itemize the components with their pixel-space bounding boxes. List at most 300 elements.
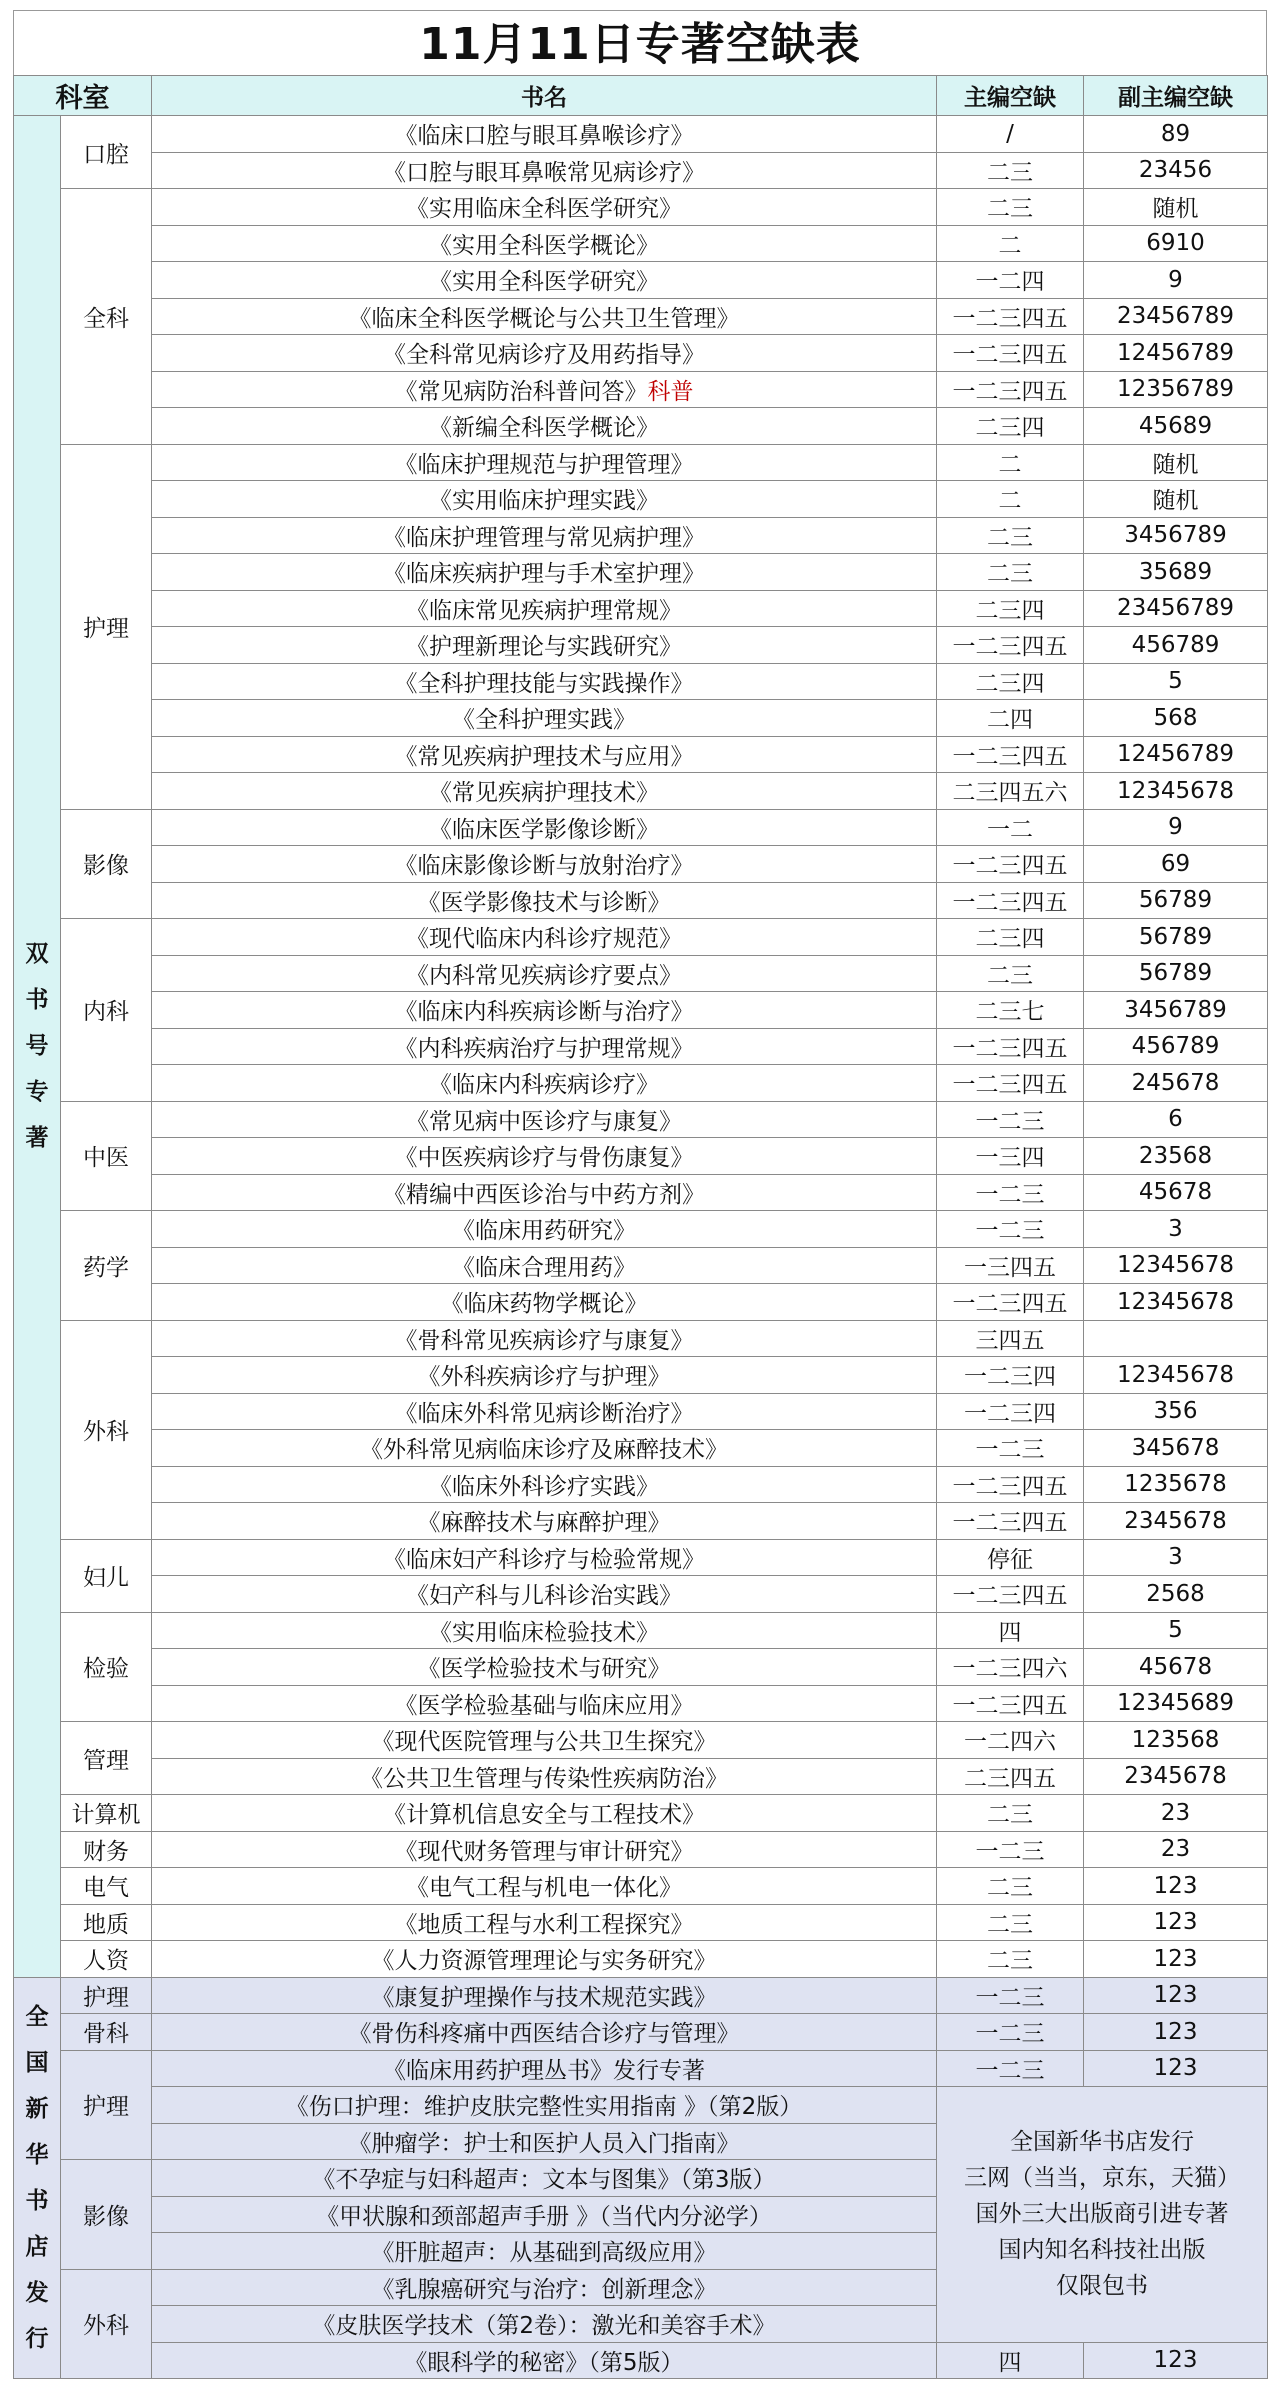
table-row: [14, 1430, 1268, 1467]
book-title: [152, 2123, 937, 2160]
header-chief: 主编空缺: [937, 76, 1084, 116]
chief-vacancy: 二: [937, 444, 1084, 481]
book-title-text: 《乳腺癌研究与治疗：创新理念》: [371, 2276, 717, 2303]
book-title-text: 《全科护理实践》: [452, 707, 636, 734]
table-row: [14, 809, 1268, 846]
book-title: [152, 1101, 937, 1138]
section-char: 双: [25, 941, 49, 968]
deputy-vacancy: 356: [1084, 1393, 1268, 1430]
table-row: [14, 1904, 1268, 1941]
deputy-vacancy: 56789: [1084, 955, 1268, 992]
chief-vacancy: 一二三四五: [937, 1503, 1084, 1540]
chief-vacancy: 一二三四五: [937, 1284, 1084, 1321]
book-title-text: 《伤口护理：维护皮肤完整性实用指南 》（第2版）: [285, 2094, 803, 2121]
table-row: [14, 1977, 1268, 2014]
book-title-text: 《临床护理管理与常见病护理》: [383, 524, 705, 551]
chief-vacancy: 一二三: [937, 1430, 1084, 1467]
dept-cell: 护理: [61, 1977, 152, 2014]
deputy-vacancy: 456789: [1084, 627, 1268, 664]
dept-cell: 妇儿: [61, 1539, 152, 1612]
book-title: [152, 1941, 937, 1978]
dept-cell: 计算机: [61, 1795, 152, 1832]
book-title-text: 《甲状腺和颈部超声手册 》（当代内分泌学）: [316, 2203, 772, 2230]
table-row: [14, 2342, 1268, 2379]
deputy-vacancy: 12345678: [1084, 1247, 1268, 1284]
book-title: [152, 262, 937, 299]
book-title-text: 《临床用药研究》: [452, 1218, 636, 1245]
chief-vacancy: 停征: [937, 1539, 1084, 1576]
book-title: [152, 1211, 937, 1248]
table-row: [14, 663, 1268, 700]
deputy-vacancy: 3456789: [1084, 992, 1268, 1029]
book-title-text: 《外科常见病临床诊疗及麻醉技术》: [360, 1437, 728, 1464]
deputy-vacancy: 随机: [1084, 481, 1268, 518]
deputy-vacancy: 23568: [1084, 1138, 1268, 1175]
dept-cell: 影像: [61, 2160, 152, 2270]
book-title-text: 《实用临床全科医学研究》: [406, 196, 682, 223]
book-title: [152, 1722, 937, 1759]
book-title: [152, 1393, 937, 1430]
deputy-vacancy: 2345678: [1084, 1503, 1268, 1540]
book-title-text: 《临床内科疾病诊断与治疗》: [394, 999, 694, 1026]
chief-vacancy: 一二三: [937, 2014, 1084, 2051]
deputy-vacancy: 345678: [1084, 1430, 1268, 1467]
dept-cell: 管理: [61, 1722, 152, 1795]
chief-vacancy: 一二三四五: [937, 1065, 1084, 1102]
table-row: [14, 919, 1268, 956]
chief-vacancy: 一二三四五: [937, 627, 1084, 664]
section-char: 发: [25, 2279, 49, 2306]
table-row: [14, 444, 1268, 481]
deputy-vacancy: 12345678: [1084, 773, 1268, 810]
book-title-text: 《人力资源管理理论与实务研究》: [371, 1948, 717, 1975]
chief-vacancy: 二: [937, 225, 1084, 262]
book-title-text: 《实用临床护理实践》: [429, 488, 659, 515]
book-title: [152, 1576, 937, 1613]
dept-cell: 人资: [61, 1941, 152, 1978]
deputy-vacancy: [1084, 1320, 1268, 1357]
chief-vacancy: 二三: [937, 1941, 1084, 1978]
dept-cell: 内科: [61, 919, 152, 1102]
book-title-text: 《临床外科常见病诊断治疗》: [394, 1400, 694, 1427]
chief-vacancy: 一二: [937, 809, 1084, 846]
deputy-vacancy: 3456789: [1084, 517, 1268, 554]
book-title: [152, 1977, 937, 2014]
table-row: [14, 1466, 1268, 1503]
book-title: [152, 846, 937, 883]
chief-vacancy: 一二三四五: [937, 335, 1084, 372]
book-title: [152, 1904, 937, 1941]
section-char: 号: [25, 1033, 49, 1060]
book-title-text: 《地质工程与水利工程探究》: [394, 1911, 694, 1938]
chief-vacancy: 一三四: [937, 1138, 1084, 1175]
book-title-text: 《骨科常见疾病诊疗与康复》: [394, 1327, 694, 1354]
book-title-text: 《临床内科疾病诊疗》: [429, 1072, 659, 1099]
book-title: [152, 2160, 937, 2197]
book-title-text: 《不孕症与妇科超声：文本与图集》（第3版）: [312, 2167, 776, 2194]
book-title-text: 《临床妇产科诊疗与检验常规》: [383, 1546, 705, 1573]
section-label: [14, 1977, 61, 2379]
book-title-text: 《临床影像诊断与放射治疗》: [394, 853, 694, 880]
book-title-text: 《肿瘤学：护士和医护人员入门指南》: [348, 2130, 740, 2157]
table-row: [14, 335, 1268, 372]
notice-line: 全国新华书店发行: [1010, 2129, 1194, 2156]
book-title: [152, 152, 937, 189]
table-row: [14, 1138, 1268, 1175]
book-title-text: 《医学检验技术与研究》: [417, 1656, 671, 1683]
book-title: [152, 1612, 937, 1649]
book-title-text: 《骨伤科疼痛中西医结合诊疗与管理》: [348, 2021, 740, 2048]
chief-vacancy: 一二三四五: [937, 371, 1084, 408]
deputy-vacancy: 456789: [1084, 1028, 1268, 1065]
chief-vacancy: 二三: [937, 955, 1084, 992]
book-title-text: 《现代财务管理与审计研究》: [394, 1838, 694, 1865]
table-row: [14, 152, 1268, 189]
deputy-vacancy: 2568: [1084, 1576, 1268, 1613]
notice-line: 国内知名科技社出版: [998, 2237, 1206, 2264]
section-char: 著: [25, 1125, 49, 1152]
notice-line: 仅限包书: [1056, 2273, 1148, 2300]
deputy-vacancy: 123: [1084, 1904, 1268, 1941]
notice-line: 国外三大出版商引进专著: [975, 2201, 1229, 2228]
deputy-vacancy: 12456789: [1084, 736, 1268, 773]
table-row: [14, 262, 1268, 299]
book-title-text: 《麻醉技术与麻醉护理》: [417, 1510, 671, 1537]
table-row: [14, 189, 1268, 226]
table-row: [14, 1539, 1268, 1576]
deputy-vacancy: 123: [1084, 1941, 1268, 1978]
table-row: [14, 1649, 1268, 1686]
table-row: [14, 116, 1268, 153]
book-title-text: 《眼科学的秘密》（第5版）: [404, 2349, 684, 2376]
deputy-vacancy: 245678: [1084, 1065, 1268, 1102]
book-title-text: 《实用全科医学研究》: [429, 269, 659, 296]
chief-vacancy: 二三: [937, 189, 1084, 226]
book-title: [152, 444, 937, 481]
dept-cell: 外科: [61, 1320, 152, 1539]
book-title-text: 《临床外科诊疗实践》: [429, 1473, 659, 1500]
dept-cell: 护理: [61, 444, 152, 809]
dept-cell: 外科: [61, 2269, 152, 2379]
dept-cell: 全科: [61, 189, 152, 445]
deputy-vacancy: 12345678: [1084, 1357, 1268, 1394]
table-row: [14, 1320, 1268, 1357]
deputy-vacancy: 123: [1084, 1977, 1268, 2014]
book-title: [152, 1503, 937, 1540]
chief-vacancy: 一二三: [937, 1101, 1084, 1138]
book-title: [152, 116, 937, 153]
deputy-vacancy: 23: [1084, 1795, 1268, 1832]
chief-vacancy: 一二三: [937, 1211, 1084, 1248]
chief-vacancy: 一二三四: [937, 1393, 1084, 1430]
book-title: [152, 1138, 937, 1175]
chief-vacancy: 一二三四五: [937, 736, 1084, 773]
section-char: 华: [25, 2141, 49, 2168]
table-row: [14, 700, 1268, 737]
chief-vacancy: 二三四: [937, 663, 1084, 700]
book-title: [152, 1174, 937, 1211]
page-title: 11月11日专著空缺表: [13, 10, 1267, 75]
section-char: 国: [25, 2049, 49, 2076]
book-title: [152, 1868, 937, 1905]
chief-vacancy: 二三七: [937, 992, 1084, 1029]
dept-cell: 护理: [61, 2050, 152, 2160]
chief-vacancy: 二三: [937, 554, 1084, 591]
book-title-text: 《公共卫生管理与传染性疾病防治》: [360, 1765, 728, 1792]
book-title: [152, 736, 937, 773]
chief-vacancy: 一二三: [937, 1831, 1084, 1868]
chief-vacancy: 一二三四五: [937, 846, 1084, 883]
table-row: [14, 1795, 1268, 1832]
book-title: [152, 1320, 937, 1357]
deputy-vacancy: 56789: [1084, 882, 1268, 919]
book-title-text: 《皮肤医学技术（第2卷）：激光和美容手术》: [312, 2313, 776, 2340]
deputy-vacancy: 35689: [1084, 554, 1268, 591]
book-title: [152, 1466, 937, 1503]
book-title: [152, 554, 937, 591]
chief-vacancy: 一三四五: [937, 1247, 1084, 1284]
book-title: [152, 517, 937, 554]
book-title-text: 《内科疾病治疗与护理常规》: [394, 1035, 694, 1062]
deputy-vacancy: 123: [1084, 2342, 1268, 2379]
deputy-vacancy: 568: [1084, 700, 1268, 737]
chief-vacancy: 二三: [937, 152, 1084, 189]
notice-line: 三网（当当，京东，天猫）: [964, 2165, 1240, 2192]
table-row: [14, 1101, 1268, 1138]
book-title-text: 《常见病中医诊疗与康复》: [406, 1108, 682, 1135]
chief-vacancy: 一二三四五: [937, 1685, 1084, 1722]
deputy-vacancy: 123: [1084, 2014, 1268, 2051]
dept-cell: 财务: [61, 1831, 152, 1868]
book-title: [152, 2014, 937, 2051]
book-title: [152, 2233, 937, 2270]
deputy-vacancy: 56789: [1084, 919, 1268, 956]
chief-vacancy: 一二三四五: [937, 882, 1084, 919]
book-title: [152, 1758, 937, 1795]
book-title-text: 《临床合理用药》: [452, 1254, 636, 1281]
book-title: [152, 408, 937, 445]
book-title: [152, 2269, 937, 2306]
table-row: [14, 225, 1268, 262]
deputy-vacancy: 69: [1084, 846, 1268, 883]
book-title: [152, 298, 937, 335]
table-row: [14, 517, 1268, 554]
dept-cell: 中医: [61, 1101, 152, 1211]
deputy-vacancy: 9: [1084, 809, 1268, 846]
book-title: [152, 1649, 937, 1686]
book-title: [152, 663, 937, 700]
deputy-vacancy: 6910: [1084, 225, 1268, 262]
table-row: [14, 1941, 1268, 1978]
table-row: [14, 1211, 1268, 1248]
book-title: [152, 700, 937, 737]
table-row: [14, 590, 1268, 627]
table-row: [14, 371, 1268, 408]
deputy-vacancy: 123568: [1084, 1722, 1268, 1759]
book-title-text: 《康复护理操作与技术规范实践》: [371, 1984, 717, 2011]
chief-vacancy: 一二三四五: [937, 1576, 1084, 1613]
book-title-text: 《医学影像技术与诊断》: [417, 889, 671, 916]
book-title-text: 《现代医院管理与公共卫生探究》: [371, 1729, 717, 1756]
section-char: 书: [25, 2187, 49, 2214]
chief-vacancy: 二三: [937, 1904, 1084, 1941]
book-title-text: 《临床疾病护理与手术室护理》: [383, 561, 705, 588]
book-title: [152, 1247, 937, 1284]
table-row: [14, 1174, 1268, 1211]
deputy-vacancy: 2345678: [1084, 1758, 1268, 1795]
book-title-text: 《肝脏超声：从基础到高级应用》: [371, 2240, 717, 2267]
deputy-vacancy: 123: [1084, 2050, 1268, 2087]
deputy-vacancy: 45678: [1084, 1649, 1268, 1686]
book-title-text: 《临床口腔与眼耳鼻喉诊疗》: [394, 123, 694, 150]
book-title-text: 《常见病防治科普问答》: [394, 378, 648, 405]
chief-vacancy: 二三: [937, 1795, 1084, 1832]
section-char: 行: [25, 2325, 49, 2352]
book-title: [152, 1539, 937, 1576]
section-label: [14, 116, 61, 1978]
table-row: [14, 2014, 1268, 2051]
book-title: [152, 627, 937, 664]
spreadsheet: [13, 10, 1267, 2379]
table-row: [14, 1357, 1268, 1394]
section-char: 专: [25, 1079, 49, 1106]
table-row: [14, 408, 1268, 445]
table-row: [14, 481, 1268, 518]
book-title: [152, 1795, 937, 1832]
chief-vacancy: 二: [937, 481, 1084, 518]
book-title-text: 《临床药物学概论》: [440, 1291, 648, 1318]
chief-vacancy: 一二三: [937, 1977, 1084, 2014]
deputy-vacancy: 随机: [1084, 444, 1268, 481]
chief-vacancy: 二三: [937, 1868, 1084, 1905]
chief-vacancy: 二三四: [937, 408, 1084, 445]
deputy-vacancy: 5: [1084, 663, 1268, 700]
table-row: [14, 1576, 1268, 1613]
dept-cell: 电气: [61, 1868, 152, 1905]
book-title-text: 《中医疾病诊疗与骨伤康复》: [394, 1145, 694, 1172]
book-title: [152, 809, 937, 846]
deputy-vacancy: 9: [1084, 262, 1268, 299]
book-title: [152, 2196, 937, 2233]
chief-vacancy: 二三四: [937, 919, 1084, 956]
book-title: [152, 773, 937, 810]
book-title: [152, 1685, 937, 1722]
section-char: 书: [25, 987, 49, 1014]
section-char: 店: [25, 2233, 49, 2260]
table-row: [14, 1065, 1268, 1102]
table-row: [14, 773, 1268, 810]
book-title: [152, 1065, 937, 1102]
header-deputy: 副主编空缺: [1084, 76, 1268, 116]
table-row: [14, 2087, 1268, 2124]
vacancy-table: [13, 75, 1268, 2379]
dept-cell: 口腔: [61, 116, 152, 189]
section-char: 新: [25, 2095, 49, 2122]
book-title-text: 《口腔与眼耳鼻喉常见病诊疗》: [383, 159, 705, 186]
book-title-text: 《医学检验基础与临床应用》: [394, 1692, 694, 1719]
table-row: [14, 1247, 1268, 1284]
deputy-vacancy: 6: [1084, 1101, 1268, 1138]
chief-vacancy: 二三: [937, 517, 1084, 554]
header-row: [14, 76, 1268, 116]
chief-vacancy: 一二三四五: [937, 298, 1084, 335]
book-title-text: 《临床医学影像诊断》: [429, 816, 659, 843]
dept-cell: 骨科: [61, 2014, 152, 2051]
deputy-vacancy: 12345678: [1084, 1284, 1268, 1321]
book-title-text: 《全科常见病诊疗及用药指导》: [383, 342, 705, 369]
chief-vacancy: 二三四五六: [937, 773, 1084, 810]
book-title-text: 《实用全科医学概论》: [429, 232, 659, 259]
table-row: [14, 1028, 1268, 1065]
deputy-vacancy: 5: [1084, 1612, 1268, 1649]
table-row: [14, 955, 1268, 992]
book-title: [152, 189, 937, 226]
section-char: 全: [25, 2003, 49, 2030]
book-title-text: 《现代临床内科诊疗规范》: [406, 926, 682, 953]
deputy-vacancy: 随机: [1084, 189, 1268, 226]
book-title: [152, 1357, 937, 1394]
dept-cell: 影像: [61, 809, 152, 919]
table-row: [14, 1393, 1268, 1430]
deputy-vacancy: 23456: [1084, 152, 1268, 189]
book-title: [152, 2087, 937, 2124]
book-title-text: 《外科疾病诊疗与护理》: [417, 1364, 671, 1391]
deputy-vacancy: 23: [1084, 1831, 1268, 1868]
chief-vacancy: /: [937, 116, 1084, 153]
chief-vacancy: 二三四五: [937, 1758, 1084, 1795]
chief-vacancy: 一二三四五: [937, 1466, 1084, 1503]
book-title: [152, 882, 937, 919]
table-row: [14, 1868, 1268, 1905]
deputy-vacancy: 12456789: [1084, 335, 1268, 372]
chief-vacancy: 一二三四五: [937, 1028, 1084, 1065]
chief-vacancy: 三四五: [937, 1320, 1084, 1357]
book-title: [152, 919, 937, 956]
book-title: [152, 335, 937, 372]
book-title: [152, 1831, 937, 1868]
chief-vacancy: 一二四: [937, 262, 1084, 299]
table-row: [14, 736, 1268, 773]
book-title-text: 《计算机信息安全与工程技术》: [383, 1802, 705, 1829]
deputy-vacancy: 12356789: [1084, 371, 1268, 408]
chief-vacancy: 一二三: [937, 1174, 1084, 1211]
book-title-text: 《新编全科医学概论》: [429, 415, 659, 442]
deputy-vacancy: 123: [1084, 1868, 1268, 1905]
book-title: [152, 1028, 937, 1065]
book-title: [152, 2050, 937, 2087]
distribution-notice: [937, 2087, 1268, 2343]
book-title-text: 《实用临床检验技术》: [429, 1619, 659, 1646]
book-title-text: 《临床全科医学概论与公共卫生管理》: [348, 305, 740, 332]
table-row: [14, 1284, 1268, 1321]
deputy-vacancy: 3: [1084, 1211, 1268, 1248]
book-title-text: 《精编中西医诊治与中药方剂》: [383, 1181, 705, 1208]
header-book: 书名: [152, 76, 937, 116]
book-title-text: 《常见疾病护理技术》: [429, 780, 659, 807]
book-title-text: 《临床护理规范与护理管理》: [394, 451, 694, 478]
deputy-vacancy: 12345689: [1084, 1685, 1268, 1722]
book-title: [152, 2342, 937, 2379]
book-title-text: 《护理新理论与实践研究》: [406, 634, 682, 661]
book-title-text: 《临床用药护理丛书》发行专著: [383, 2057, 705, 2084]
table-row: [14, 554, 1268, 591]
deputy-vacancy: 3: [1084, 1539, 1268, 1576]
chief-vacancy: 二三四: [937, 590, 1084, 627]
table-row: [14, 992, 1268, 1029]
deputy-vacancy: 45678: [1084, 1174, 1268, 1211]
deputy-vacancy: 23456789: [1084, 590, 1268, 627]
chief-vacancy: 一二三四六: [937, 1649, 1084, 1686]
